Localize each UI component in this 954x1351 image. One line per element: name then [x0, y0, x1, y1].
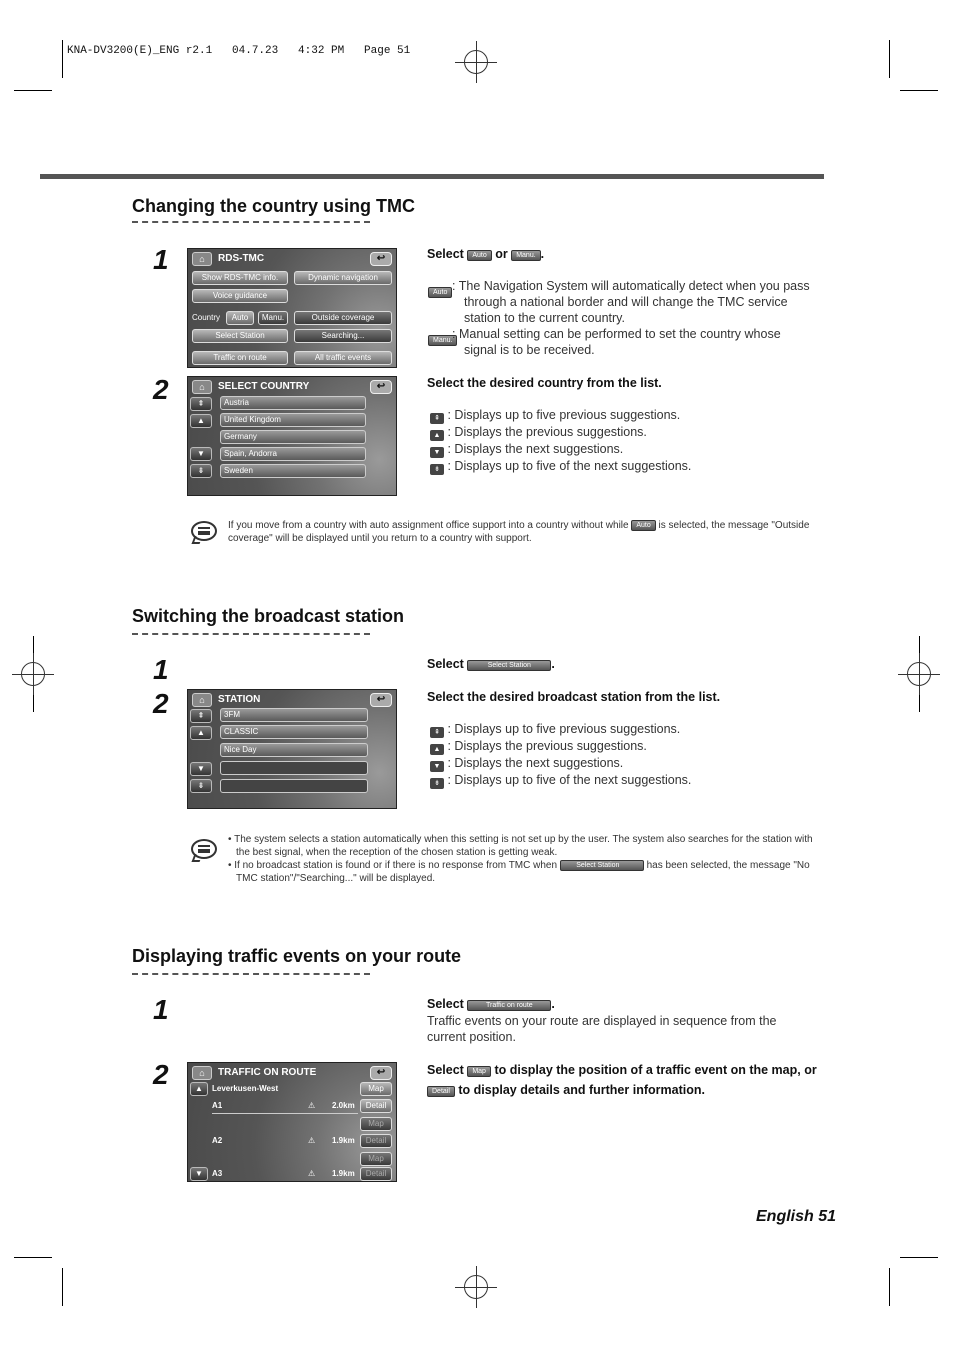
screen-title	[192, 380, 392, 394]
searching-status: Searching...	[294, 329, 392, 343]
note-text: The system selects a station automatically when this setting is not set up by the user. The system also searches for the station with the best signal, when the reception of the chosen station is getting weak.	[234, 834, 813, 858]
step-number: 1	[153, 994, 169, 1025]
step-number: 1	[153, 244, 169, 275]
note-icon	[191, 521, 217, 545]
list-item[interactable]: Sweden	[220, 464, 366, 478]
legend-text: : Displays up to five previous suggestions.	[447, 408, 681, 422]
legend-text: : Displays up to five of the next suggestions.	[447, 459, 692, 473]
outside-coverage-status: Outside coverage	[294, 311, 392, 325]
crop-mark	[900, 90, 938, 91]
step2-heading: Select the desired country from the list.	[427, 376, 662, 390]
traffic-icon: ⚠	[308, 1101, 316, 1110]
select-word: Select	[427, 1063, 464, 1077]
map-button[interactable]: Map	[360, 1117, 392, 1131]
top-rule	[40, 174, 824, 179]
note-bullet: • If no broadcast station is found or if there is no response from TMC when Select Station has been selected, the message "No TMC station"/"Searching..." will be displayed.	[228, 860, 810, 884]
step1-instruction: Select Auto or Manu. .	[427, 247, 545, 261]
screen-title-text: SELECT COUNTRY	[218, 381, 310, 392]
select-station-chip: Select Station	[467, 660, 551, 671]
distance: 1.9km	[332, 1169, 355, 1178]
page-down-five-icon: ⇟	[430, 778, 444, 789]
step2-text: to display the position of a traffic event on the map, or	[494, 1063, 817, 1077]
page-up-five-icon: ⇞	[430, 413, 444, 424]
scroll-legend	[430, 721, 691, 789]
crop-mark	[900, 1257, 938, 1258]
page-down-five-icon: ⇟	[430, 464, 444, 475]
traffic-on-route-chip: Traffic on route	[467, 1000, 551, 1011]
crop-mark	[889, 1268, 890, 1306]
back-arrow-icon[interactable]: ↩	[370, 693, 392, 707]
screen-title-text: RDS-TMC	[218, 253, 265, 264]
note-icon	[191, 839, 217, 863]
screen-title-text: STATION	[218, 694, 261, 705]
legend-text: : Displays the next suggestions.	[447, 442, 624, 456]
registration-mark-icon	[21, 662, 45, 686]
section-underline	[132, 973, 370, 975]
detail-chip: Detail	[427, 1086, 455, 1097]
traffic-step2	[427, 1061, 817, 1100]
list-item[interactable]: Nice Day	[220, 743, 368, 757]
section-title-station: Switching the broadcast station	[132, 606, 405, 626]
divider	[212, 1113, 358, 1114]
page-up-icon[interactable]: ▲	[190, 414, 212, 428]
manu-chip: Manu.	[511, 250, 540, 261]
list-item[interactable]: Germany	[220, 430, 366, 444]
page-up-icon: ▲	[430, 430, 444, 441]
page-down-five-icon[interactable]: ⇟	[190, 779, 212, 793]
back-arrow-icon[interactable]: ↩	[370, 252, 392, 266]
road-name: A1	[212, 1101, 223, 1110]
crop-mark	[62, 1268, 63, 1306]
section-title-traffic: Displaying traffic events on your route	[132, 946, 462, 966]
list-item[interactable]: United Kingdom	[220, 413, 366, 427]
section-underline	[132, 633, 370, 635]
map-button[interactable]: Map	[360, 1152, 392, 1166]
detail-button[interactable]: Detail	[360, 1099, 392, 1113]
note-text: has been selected, the message "No TMC station"/"Searching..." will be displayed.	[236, 860, 810, 884]
page-up-icon[interactable]: ▲	[190, 726, 212, 740]
list-item-empty	[220, 761, 368, 775]
list-item[interactable]: 3FM	[220, 708, 368, 722]
list-item[interactable]: CLASSIC	[220, 725, 368, 739]
dynamic-navigation-button[interactable]: Dynamic navigation	[294, 271, 392, 285]
section-title-country: Changing the country using TMC	[132, 196, 415, 216]
manu-button[interactable]: Manu.	[258, 311, 288, 325]
select-word: Select	[427, 997, 464, 1011]
scroll-legend	[430, 407, 691, 475]
road-name: A2	[212, 1136, 223, 1145]
manu-description: : Manual setting can be performed to set the country whose signal is to be received.	[452, 327, 781, 357]
registration-mark-icon	[464, 50, 488, 74]
manu-chip-label: Manu.	[428, 335, 457, 346]
voice-guidance-button[interactable]: Voice guidance	[192, 289, 288, 303]
select-country-screen	[187, 376, 397, 496]
traffic-step1-desc: Traffic events on your route are displayed in sequence from the current position.	[427, 1014, 777, 1044]
screen-title-text: TRAFFIC ON ROUTE	[218, 1067, 317, 1078]
print-header: KNA-DV3200(E)_ENG r2.1 04.7.23 4:32 PM Page 51	[67, 45, 411, 57]
detail-button[interactable]: Detail	[360, 1167, 392, 1181]
first-event-location: Leverkusen-West	[212, 1084, 279, 1093]
page-up-icon: ▲	[430, 744, 444, 755]
back-arrow-icon[interactable]: ↩	[370, 380, 392, 394]
step-number: 2	[153, 688, 169, 719]
show-rds-tmc-info-button[interactable]: Show RDS-TMC info.	[192, 271, 288, 285]
select-word: Select	[427, 247, 464, 261]
station-step1: Select Select Station .	[427, 657, 555, 671]
page-up-five-icon: ⇞	[430, 727, 444, 738]
select-word: Select	[427, 657, 464, 671]
list-item-empty	[220, 779, 368, 793]
home-icon[interactable]: ⌂	[192, 693, 212, 707]
map-button[interactable]: Map	[360, 1082, 392, 1096]
select-station-chip: Select Station	[560, 860, 644, 871]
page-down-icon[interactable]: ▼	[190, 762, 212, 776]
registration-mark-icon	[464, 1275, 488, 1299]
legend-text: : Displays up to five previous suggestions.	[447, 722, 681, 736]
page-down-icon: ▼	[430, 761, 444, 772]
page-down-icon: ▼	[430, 447, 444, 458]
select-station-button[interactable]: Select Station	[192, 329, 288, 343]
list-item[interactable]: Austria	[220, 396, 366, 410]
note-country	[228, 519, 818, 545]
note-text: If no broadcast station is found or if there is no response from TMC when	[234, 860, 558, 871]
map-chip: Map	[467, 1066, 491, 1077]
registration-mark-icon	[907, 662, 931, 686]
traffic-on-route-screen	[187, 1062, 397, 1182]
auto-chip: Auto	[631, 520, 655, 531]
legend-text: : Displays the previous suggestions.	[447, 425, 647, 439]
note-text: If you move from a country with auto assignment office support into a country without while	[228, 520, 629, 531]
legend-text: : Displays the previous suggestions.	[447, 739, 647, 753]
note-station	[228, 833, 824, 885]
legend-text: : Displays up to five of the next suggestions.	[447, 773, 692, 787]
manu-description-text: Manual setting can be performed to set the country whose signal is to be received.	[458, 327, 781, 357]
back-arrow-icon[interactable]: ↩	[370, 1066, 392, 1080]
auto-description-text: The Navigation System will automatically detect when you pass through a national border and will change the TMC service station to the current country.	[458, 279, 810, 325]
home-icon[interactable]: ⌂	[192, 380, 212, 394]
page-up-five-icon[interactable]: ⇞	[190, 397, 212, 411]
station-step2-heading: Select the desired broadcast station from the list.	[427, 690, 721, 704]
crop-mark	[62, 40, 63, 78]
all-traffic-events-button[interactable]: All traffic events	[294, 351, 392, 365]
road-name: A3	[212, 1169, 223, 1178]
page-down-icon[interactable]: ▼	[190, 1167, 208, 1181]
legend-text: : Displays the next suggestions.	[447, 756, 624, 770]
step-number: 1	[153, 654, 169, 685]
note-bullet: • The system selects a station automatically when this setting is not set up by the user. The system also searches for the station with the best signal, when the reception of the chosen station is getting weak.	[228, 834, 813, 858]
auto-button[interactable]: Auto	[226, 311, 254, 325]
rds-tmc-screen	[187, 248, 397, 368]
traffic-on-route-button[interactable]: Traffic on route	[192, 351, 288, 365]
list-item[interactable]: Spain, Andorra	[220, 447, 366, 461]
step-number: 2	[153, 1059, 169, 1090]
country-label: Country	[192, 313, 221, 322]
screen-title	[192, 693, 392, 707]
crop-mark	[889, 40, 890, 78]
auto-chip: Auto	[467, 250, 491, 261]
auto-chip	[428, 282, 452, 300]
home-icon[interactable]: ⌂	[192, 252, 212, 266]
crop-mark	[14, 1257, 52, 1258]
detail-button[interactable]: Detail	[360, 1134, 392, 1148]
screen-title	[192, 252, 392, 266]
screen-title	[192, 1066, 392, 1080]
crop-mark	[14, 90, 52, 91]
traffic-icon: ⚠	[308, 1136, 316, 1145]
home-icon[interactable]: ⌂	[192, 1066, 212, 1080]
page-down-icon[interactable]: ▼	[190, 447, 212, 461]
distance: 1.9km	[332, 1136, 355, 1145]
auto-chip-label: Auto	[428, 287, 452, 298]
station-screen	[187, 689, 397, 809]
step-number: 2	[153, 374, 169, 405]
distance: 2.0km	[332, 1101, 355, 1110]
step2-text: to display details and further information.	[458, 1082, 705, 1097]
traffic-step1: Select Traffic on route .	[427, 997, 555, 1011]
section-underline	[132, 221, 370, 223]
note-text: is selected, the message "Outside coverage" will be displayed until you return to a country with support.	[228, 520, 810, 544]
page-up-five-icon[interactable]: ⇞	[190, 709, 212, 723]
page-up-icon[interactable]: ▲	[190, 1082, 208, 1096]
auto-description: : The Navigation System will automatically detect when you pass through a national border and will change the TMC service station to the current country.	[452, 279, 810, 325]
or-word: or	[495, 247, 508, 261]
traffic-icon: ⚠	[308, 1169, 316, 1178]
page-footer: English 51	[756, 1208, 837, 1225]
page-down-five-icon[interactable]: ⇟	[190, 464, 212, 478]
